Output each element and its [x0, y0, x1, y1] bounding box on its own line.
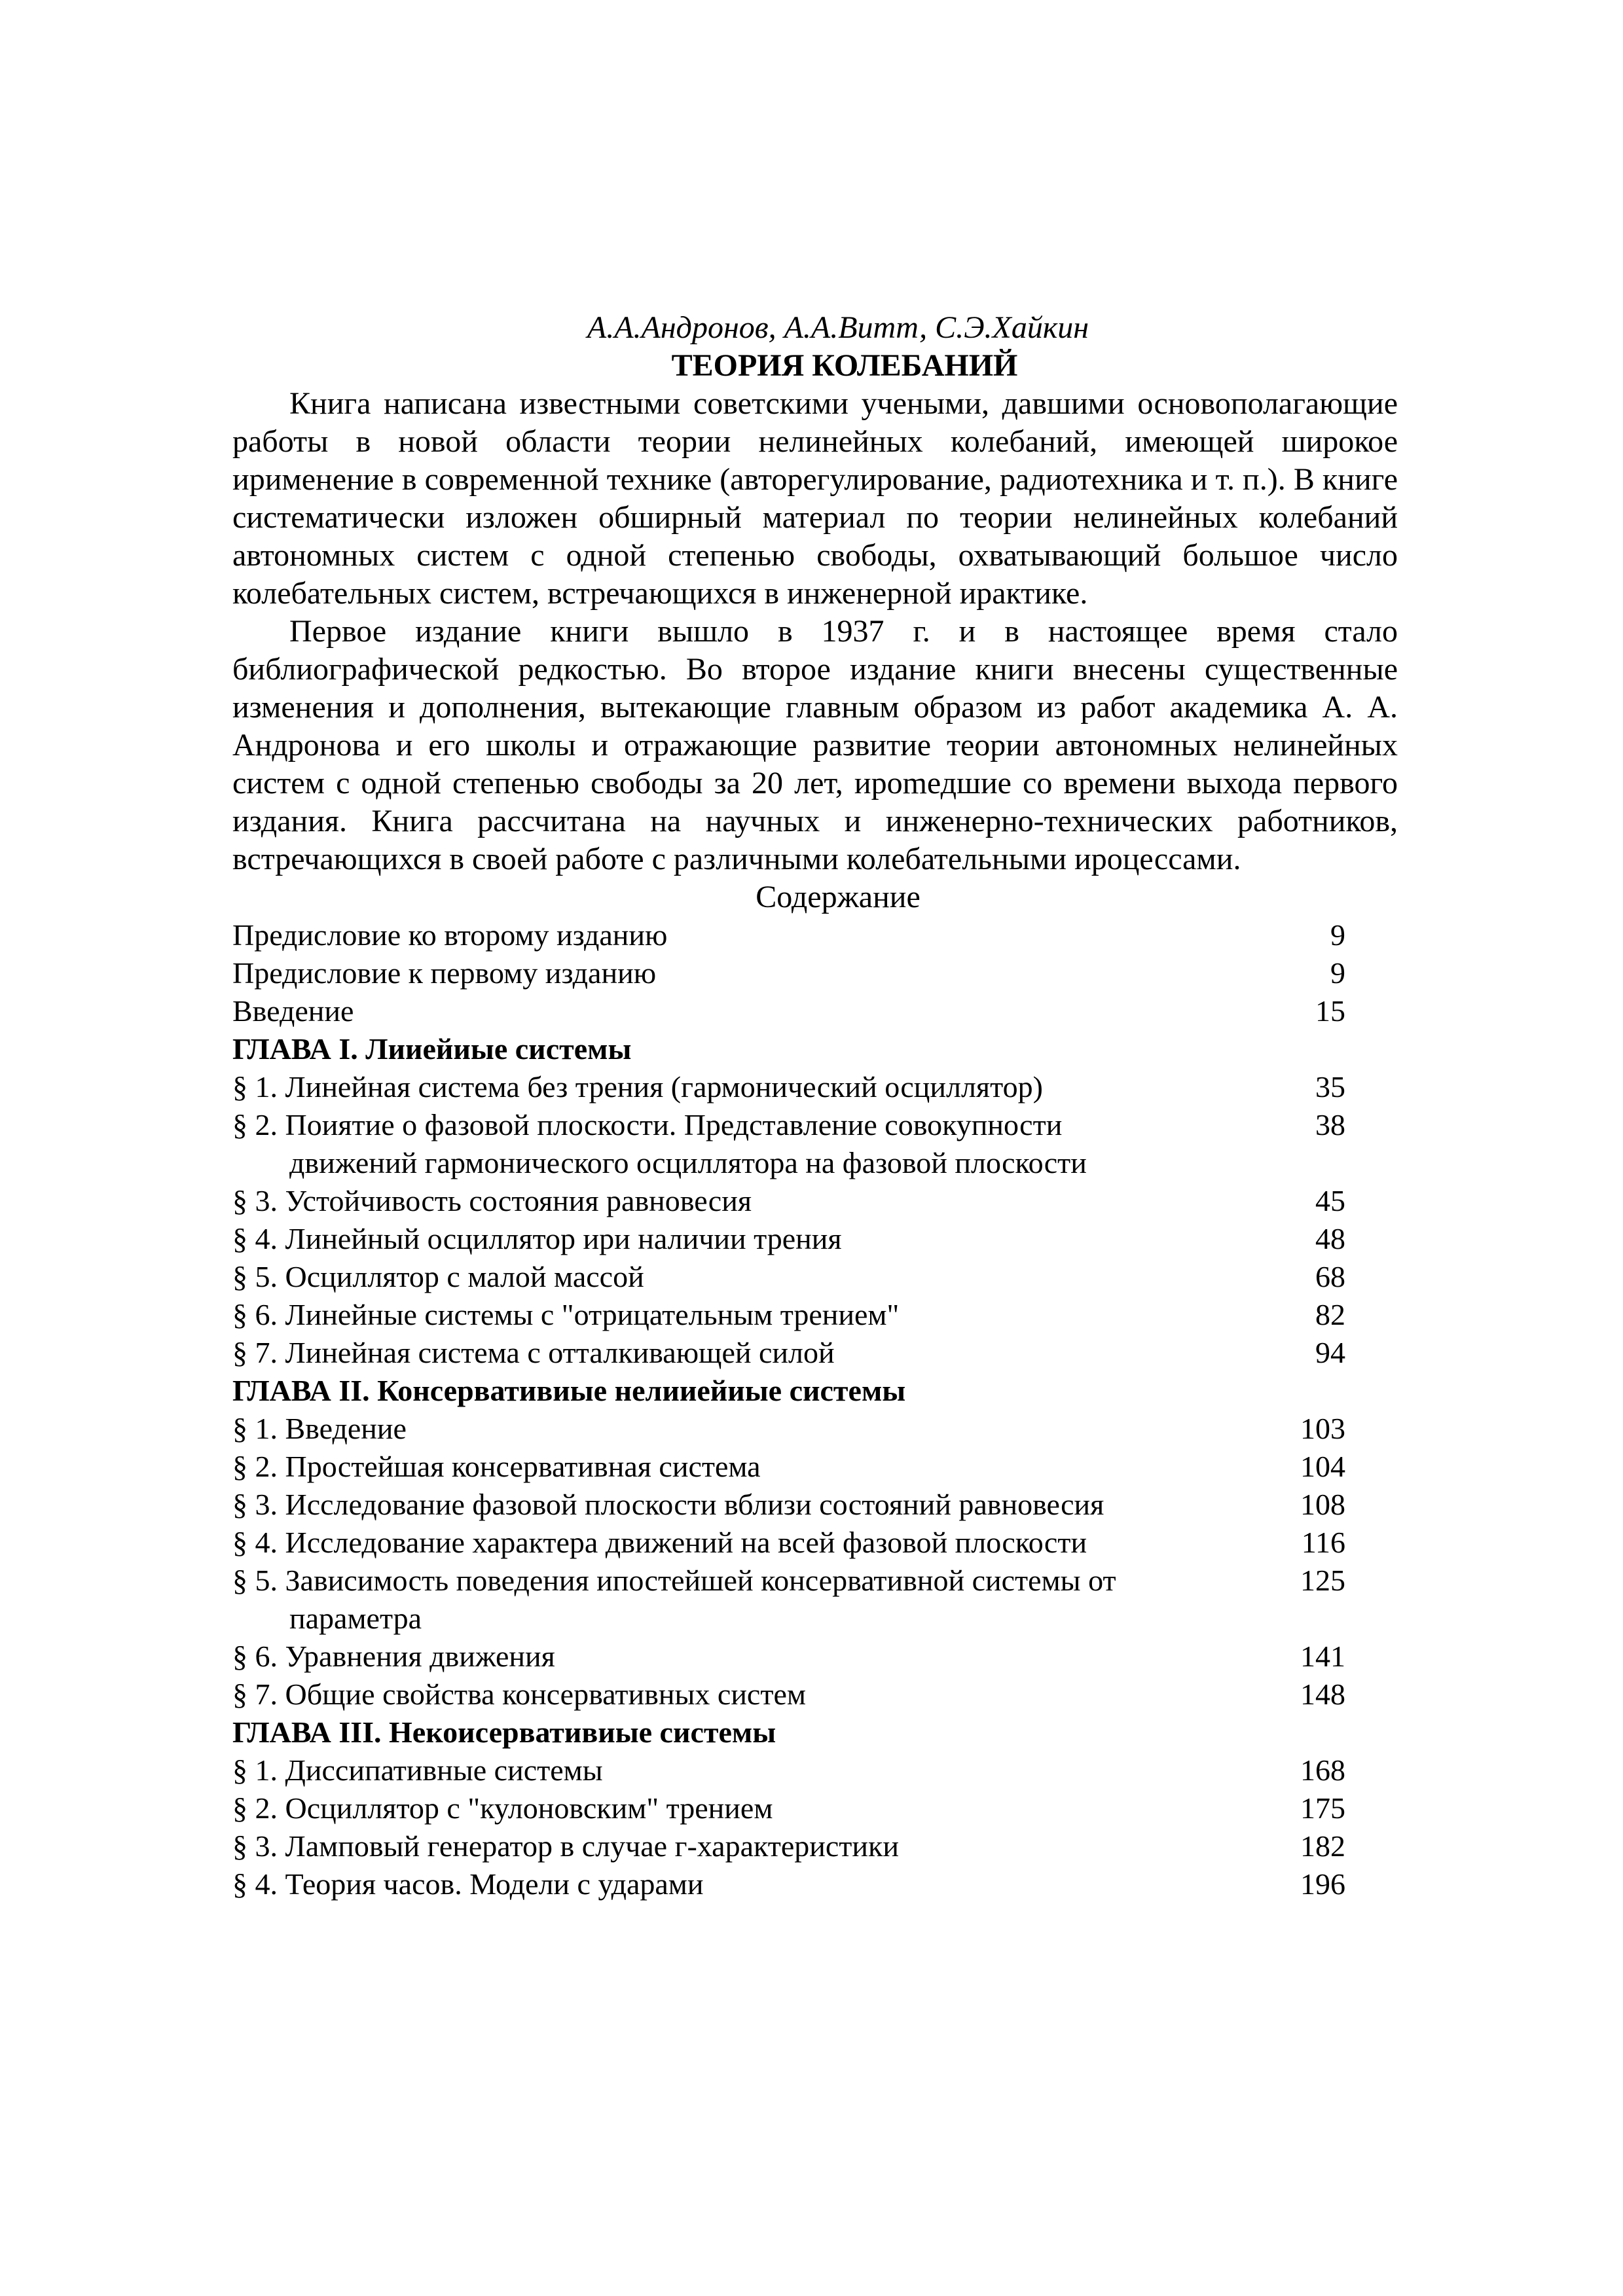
book-title: ТЕОРИЯ КОЛЕБАНИЙ: [671, 348, 1018, 383]
toc-entry: [232, 1448, 1372, 1486]
toc-chapter-title: ГЛАВА III. Некоисервативиые системы: [232, 1715, 776, 1749]
toc-entry-title: § 3. Ламповый генератор в случае г-характеристики: [232, 1829, 899, 1863]
toc-chapter-heading: [232, 1030, 1372, 1068]
toc-entry-title: Предисловие к первому изданию: [232, 956, 657, 990]
toc-entry-title-continued: параметра: [289, 1602, 422, 1635]
toc-entry-title: § 1. Диссипативные системы: [232, 1753, 603, 1787]
toc-entry: [232, 1676, 1372, 1713]
abstract-paragraph-2: Первое издание книги вышло в 1937 г. и в настоящее время стало библиографической редкостью. Во второе издание книги внесены существенные изменения и дополнения, вытекающие главным образом из работ академика А. А. Андронова и его школы и отражающие развитие теории автономных нелинейных систем с одной степенью свободы за 20 лет, ироmедшие со времени выхода первого издания. Книга рассчитана на научных и инженерно-технических работников, встречающихся в своей работе с различными колебательными ироцессами.: [232, 614, 1398, 876]
toc-entry: [232, 1751, 1372, 1789]
abstract-paragraph-1: Книга написана известными советскими учеными, давшими основополагающие работы в новой области теории нелинейных колебаний, имеющей широкое ирименение в современной технике (авторегулирование, радиотехника и т. п.). В книге систематически изложен обширный материал по теории нелинейных колебаний автономных систем с одной степенью свободы, охватывающий большое число колебательных систем, встречающихся в инженерной иpактике.: [232, 386, 1398, 611]
toc-entry-title: § 4. Исследование характера движений на всей фазовой плоскости: [232, 1526, 1087, 1559]
toc-entry-page: 38: [1315, 1108, 1345, 1141]
toc-entry: [232, 1106, 1372, 1182]
toc-entry-page: 45: [1315, 1184, 1345, 1217]
toc-entry: [232, 992, 1372, 1030]
toc-entry-page: 82: [1315, 1298, 1345, 1331]
toc-entry-page: 182: [1300, 1829, 1345, 1863]
toc-entry-title: § 6. Линейные системы с "отрицательным трением": [232, 1298, 900, 1331]
toc-entry-page: 48: [1315, 1222, 1345, 1255]
toc-entry-title: § 3. Исследование фазовой плоскости вблизи состояний равновесия: [232, 1488, 1104, 1521]
toc-entry-title: § 2. Простейшая консервативная система: [232, 1450, 761, 1483]
toc-entry-title: § 7. Линейная система с отталкивающей силой: [232, 1336, 835, 1369]
toc-entry: [232, 1258, 1372, 1296]
toc-entry-page: 196: [1300, 1867, 1345, 1901]
toc-entry: [232, 1182, 1372, 1220]
table-of-contents: [232, 916, 1372, 1903]
toc-entry: [232, 916, 1372, 954]
toc-chapter-heading: [232, 1713, 1372, 1751]
toc-entry: [232, 1865, 1372, 1903]
toc-chapter-title: ГЛАВА I. Лииейиые системы: [232, 1032, 632, 1066]
toc-entry-page: 104: [1300, 1450, 1345, 1483]
toc-entry-title: § 7. Общие свойства консервативных систем: [232, 1677, 806, 1711]
toc-entry-title: § 5. Осциллятор с малой массой: [232, 1260, 644, 1293]
toc-entry: [232, 1410, 1372, 1448]
document-page: [232, 309, 1398, 1903]
toc-chapter-heading: [232, 1372, 1372, 1410]
toc-entry-page: 9: [1330, 918, 1345, 952]
toc-entry-page: 35: [1315, 1070, 1345, 1103]
toc-heading: Содержание: [756, 880, 921, 914]
toc-entry: [232, 1789, 1372, 1827]
toc-entry-page: 68: [1315, 1260, 1345, 1293]
toc-entry-page: 9: [1330, 956, 1345, 990]
toc-chapter-title: ГЛАВА II. Консервативиые нелииейиые системы: [232, 1374, 906, 1407]
toc-entry-page: 103: [1300, 1412, 1345, 1445]
toc-entry: [232, 1068, 1372, 1106]
toc-entry-title: Введение: [232, 994, 354, 1028]
toc-entry-page: 141: [1300, 1640, 1345, 1673]
toc-entry-page: 175: [1300, 1791, 1345, 1825]
toc-entry-page: 108: [1300, 1488, 1345, 1521]
toc-entry: [232, 1220, 1372, 1258]
toc-entry-page: 125: [1300, 1564, 1345, 1597]
toc-entry-title: § 2. Осциллятор с "кулоновским" трением: [232, 1791, 773, 1825]
toc-entry: [232, 1486, 1372, 1524]
toc-entry-title: Предисловие ко второму изданию: [232, 918, 668, 952]
toc-entry-title: § 2. Поиятие о фазовой плоскости. Представление совокупности: [232, 1108, 1063, 1141]
toc-entry-page: 94: [1315, 1336, 1345, 1369]
toc-entry: [232, 1296, 1372, 1334]
toc-entry: [232, 1638, 1372, 1676]
authors: А.А.Андронов, А.А.Витт, С.Э.Хайкин: [587, 310, 1089, 345]
toc-entry: [232, 1524, 1372, 1562]
toc-entry: [232, 1334, 1372, 1372]
toc-entry-title: § 4. Линейный осциллятор ири наличии трения: [232, 1222, 842, 1255]
toc-entry-title: § 6. Уравнения движения: [232, 1640, 555, 1673]
toc-entry-page: 168: [1300, 1753, 1345, 1787]
toc-entry-page: 116: [1301, 1526, 1345, 1559]
toc-entry-title: § 3. Устойчивость состояния равновесия: [232, 1184, 752, 1217]
toc-entry-title: § 5. Зависимость поведения ипостейшей консервативной системы от: [232, 1564, 1116, 1597]
toc-entry: [232, 1827, 1372, 1865]
toc-entry-title-continued: движений гармонического осциллятора на фазовой плоскости: [289, 1146, 1087, 1179]
toc-entry-title: § 1. Линейная система без трения (гармонический осциллятор): [232, 1070, 1043, 1103]
toc-entry-page: 15: [1315, 994, 1345, 1028]
toc-entry-title: § 1. Введение: [232, 1412, 407, 1445]
toc-entry-title: § 4. Теория часов. Модели с ударами: [232, 1867, 704, 1901]
toc-entry: [232, 954, 1372, 992]
toc-entry: [232, 1562, 1372, 1638]
toc-entry-page: 148: [1300, 1677, 1345, 1711]
